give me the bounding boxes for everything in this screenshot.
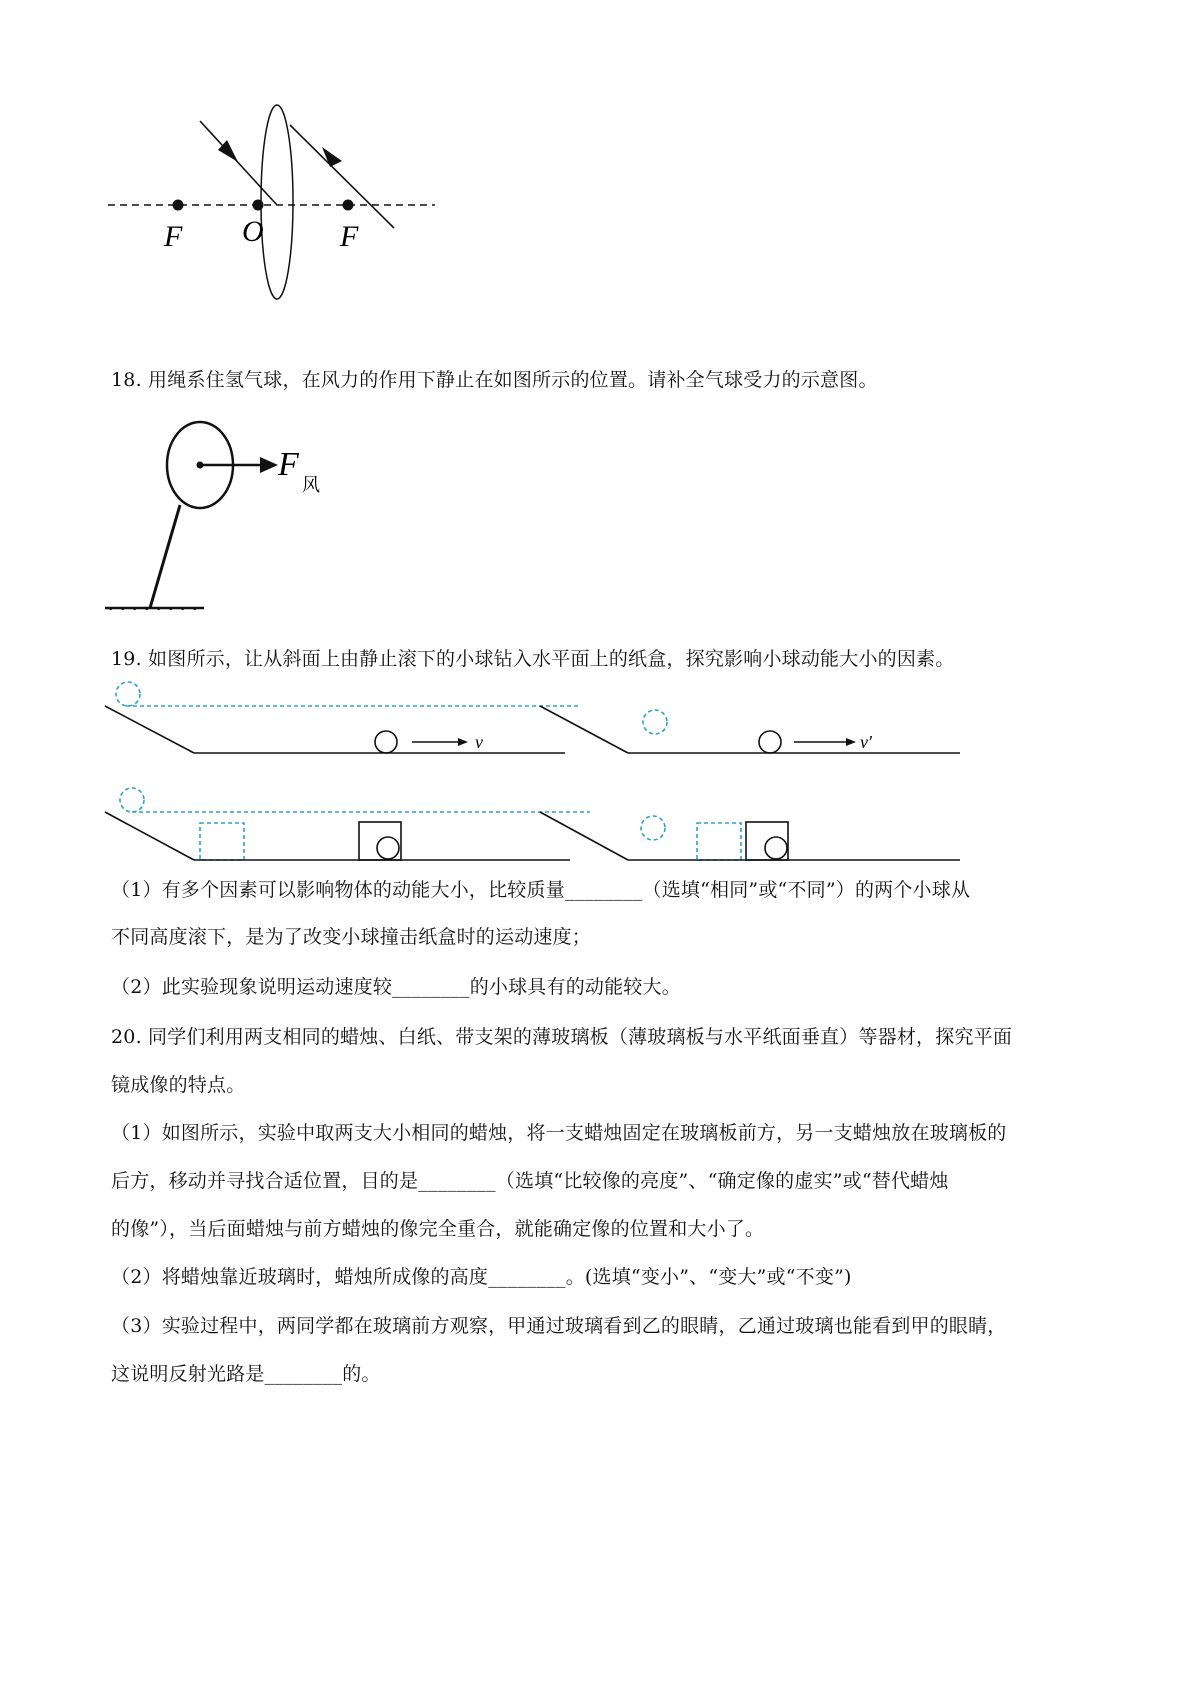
q20-part1-line2: 后方，移动并寻找合适位置，目的是________（选填“比较像的亮度”、“确定像的虚实”或“替代蜡烛 xyxy=(111,1170,949,1192)
q19-part2: （2）此实验现象说明运动速度较________的小球具有的动能较大。 xyxy=(111,976,681,998)
question-18-text: 18. 用绳系住氢气球，在风力的作用下静止在如图所示的位置。请补全气球受力的示意图。 xyxy=(111,369,878,391)
box-initial-1 xyxy=(200,823,244,860)
ramp-experiment-diagram xyxy=(100,680,960,870)
refracted-ray xyxy=(290,125,394,228)
start-ball-low-2 xyxy=(641,816,665,840)
start-ball-high-2 xyxy=(120,788,144,812)
focus-left-label: F xyxy=(164,220,183,253)
balloon-force-diagram xyxy=(100,415,360,610)
ramp-4 xyxy=(540,812,628,860)
focus-right-point xyxy=(343,200,354,211)
ball-in-box-2 xyxy=(765,837,787,859)
question-19-stem: 19. 如图所示，让从斜面上由静止滚下的小球钻入水平面上的纸盒，探究影响小球动能大小的因素。 xyxy=(111,648,955,670)
lens-ray-diagram xyxy=(100,95,440,305)
rolling-ball-2 xyxy=(759,731,781,753)
q20-part1-line3: 的像”），当后面蜡烛与前方蜡烛的像完全重合，就能确定像的位置和大小了。 xyxy=(111,1218,765,1240)
rolling-ball-1 xyxy=(375,731,397,753)
q20-part3-line2: 这说明反射光路是________的。 xyxy=(111,1363,381,1385)
box-initial-2 xyxy=(697,823,741,860)
start-ball-low xyxy=(643,710,667,734)
optical-center-point xyxy=(253,200,264,211)
convex-lens xyxy=(261,105,293,299)
q20-stem-line2: 镜成像的特点。 xyxy=(111,1074,246,1096)
q20-part2: （2）将蜡烛靠近玻璃时，蜡烛所成像的高度________。(选填“变小”、“变大”或“不变”) xyxy=(111,1266,852,1288)
q20-part3-line1: （3）实验过程中，两同学都在玻璃前方观察，甲通过玻璃看到乙的眼睛，乙通过玻璃也能看到甲的眼睛， xyxy=(111,1315,1007,1337)
optical-center-label: O xyxy=(242,215,264,248)
focus-left-point xyxy=(173,200,184,211)
ball-in-box-1 xyxy=(377,837,399,859)
velocity-label-2: v′ xyxy=(860,732,872,752)
ramp-2 xyxy=(540,706,628,753)
wind-force-subscript: 风 xyxy=(302,475,320,495)
refracted-ray-arrow xyxy=(322,147,342,167)
wind-force-symbol: F xyxy=(278,446,299,483)
q20-stem-line1: 20. 同学们利用两支相同的蜡烛、白纸、带支架的薄玻璃板（薄玻璃板与水平纸面垂直）等器材，探究平面 xyxy=(111,1026,1013,1048)
q19-part1-line1: （1）有多个因素可以影响物体的动能大小，比较质量________（选填“相同”或“不同”）的两个小球从 xyxy=(111,879,971,901)
q19-part1-line2: 不同高度滚下，是为了改变小球撞击纸盒时的运动速度； xyxy=(111,926,592,948)
focus-right-label: F xyxy=(340,220,359,253)
rope xyxy=(150,505,180,608)
velocity-label-1: v xyxy=(475,732,483,752)
ramp-3 xyxy=(105,812,194,860)
ramp-1 xyxy=(105,706,194,753)
start-ball-high xyxy=(116,682,140,706)
q20-part1-line1: （1）如图所示，实验中取两支大小相同的蜡烛，将一支蜡烛固定在玻璃板前方，另一支蜡烛放在玻璃板的 xyxy=(111,1122,1007,1144)
wind-force-arrowhead xyxy=(260,457,278,473)
